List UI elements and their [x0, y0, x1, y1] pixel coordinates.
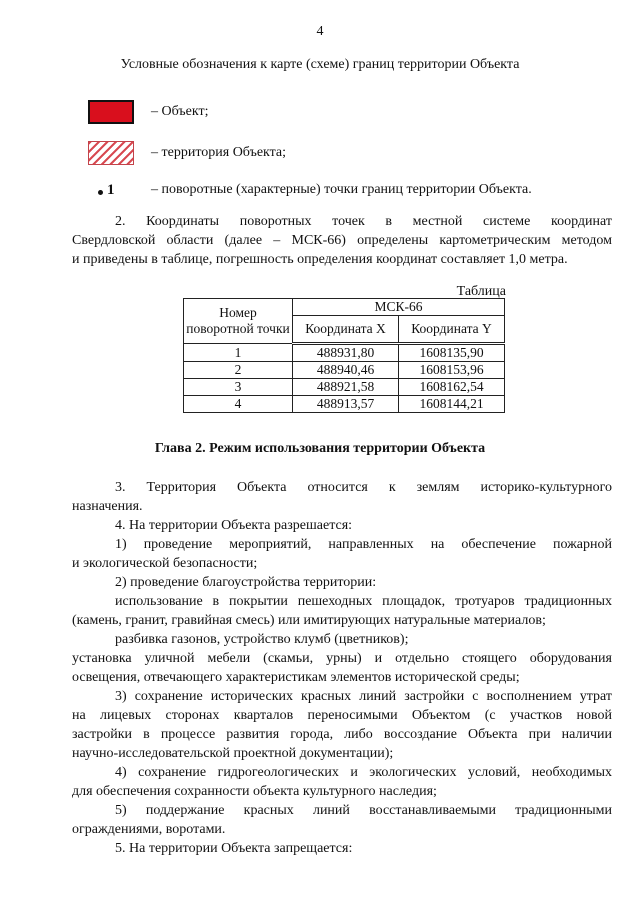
cell-x: 488913,57 [293, 396, 399, 413]
text-line: Свердловской области (далее – МСК-66) определены картометрическим методом [72, 233, 612, 248]
legend-item-object [88, 101, 209, 123]
object-symbol-icon [88, 100, 134, 124]
text-line: установка уличной мебели (скамьи, урны) и отдельно стоящего оборудования [72, 651, 612, 666]
column-header-point: Номер поворотной точки [184, 299, 293, 344]
cell-y: 1608135,90 [399, 344, 505, 362]
text-line: 4) сохранение гидрогеологических и экологических условий, необходимых [115, 765, 612, 780]
cell-y: 1608162,54 [399, 379, 505, 396]
point-dot-icon [98, 190, 103, 195]
text-line: 3. Территория Объекта относится к землям историко-культурного [115, 480, 612, 495]
text-line: использование в покрытии пешеходных площадок, тротуаров традиционных [115, 594, 612, 609]
text-line: на лицевых сторонах кварталов переносимыми Объектом (с участков новой [72, 708, 612, 723]
cell-y: 1608153,96 [399, 362, 505, 379]
chapter-body [72, 478, 612, 858]
cell-point-number: 3 [184, 379, 293, 396]
legend-item-label: – территория Объекта; [151, 145, 287, 160]
point-symbol-label: 1 [107, 181, 115, 198]
column-header-x: Координата X [293, 316, 399, 344]
text-line: (камень, гранит, гравийная смесь) или имитирующих натуральные материалов; [72, 613, 546, 628]
paragraph-2 [72, 212, 612, 269]
legend-title: Условные обозначения к карте (схеме) границ территории Объекта [120, 57, 520, 72]
legend-item-label: – поворотные (характерные) точки границ территории Объекта. [151, 182, 532, 197]
table-row [184, 344, 505, 362]
text-line: 5) поддержание красных линий восстанавливаемыми традиционными [115, 803, 612, 818]
text-line: ограждениями, воротами. [72, 822, 226, 837]
page-number: 4 [316, 24, 324, 39]
text-line: 4. На территории Объекта разрешается: [115, 518, 353, 533]
cell-point-number: 1 [184, 344, 293, 362]
cell-x: 488931,80 [293, 344, 399, 362]
text-line: 2. Координаты поворотных точек в местной системе координат [115, 214, 612, 229]
column-header-group: МСК-66 [293, 299, 505, 316]
text-line: разбивка газонов, устройство клумб (цветников); [115, 632, 409, 647]
text-line: 1) проведение мероприятий, направленных на обеспечение пожарной [115, 537, 612, 552]
turning-point-icon [88, 182, 134, 199]
text-line: научно-исследовательской проектной документации); [72, 746, 394, 761]
column-header-y: Координата Y [399, 316, 505, 344]
legend-item-points [88, 179, 532, 201]
text-line: освещения, отвечающего характеристикам элементов исторической среды; [72, 670, 520, 685]
text-line: 2) проведение благоустройства территории: [115, 575, 377, 590]
legend-item-label: – Объект; [151, 104, 209, 119]
legend-item-territory [88, 142, 287, 164]
table-row [184, 362, 505, 379]
text-line: 3) сохранение исторических красных линий застройки с восполнением утрат [115, 689, 612, 704]
table-caption: Таблица [456, 284, 506, 299]
table-row [184, 396, 505, 413]
text-line: назначения. [72, 499, 143, 514]
cell-x: 488940,46 [293, 362, 399, 379]
cell-y: 1608144,21 [399, 396, 505, 413]
chapter-title: Глава 2. Режим использования территории Объекта [154, 441, 486, 456]
text-line: 5. На территории Объекта запрещается: [115, 841, 353, 856]
text-line: и приведены в таблице, погрешность определения координат составляет 1,0 метра. [72, 252, 568, 267]
text-line: для обеспечения сохранности объекта культурного наследия; [72, 784, 437, 799]
text-line: и экологической безопасности; [72, 556, 258, 571]
hatched-territory-icon [88, 141, 134, 165]
table-row [184, 379, 505, 396]
text-line: застройки в процессе развития города, либо воссоздание Объекта при наличии [72, 727, 612, 742]
cell-x: 488921,58 [293, 379, 399, 396]
cell-point-number: 2 [184, 362, 293, 379]
coordinates-table [183, 298, 505, 413]
cell-point-number: 4 [184, 396, 293, 413]
